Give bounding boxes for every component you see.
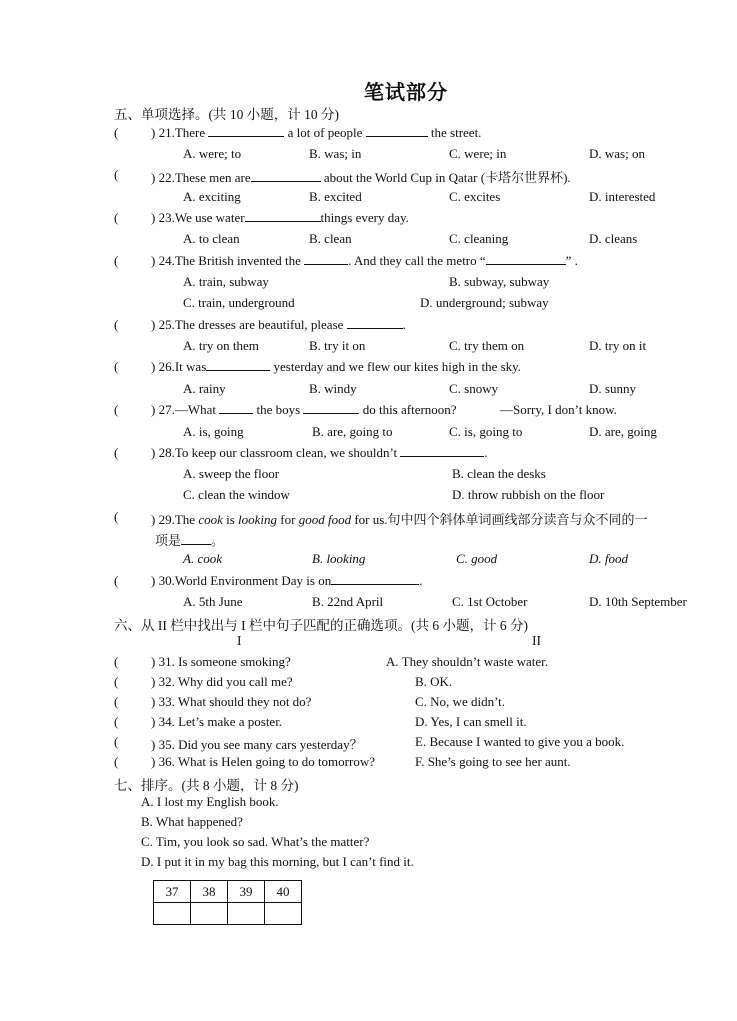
question-number: ) 36. xyxy=(151,754,175,769)
answer-cell[interactable] xyxy=(191,903,228,925)
answer-blank[interactable] xyxy=(400,445,484,457)
option-b[interactable]: B. looking xyxy=(312,551,366,566)
question-number: ) 29. xyxy=(151,512,175,527)
match-option: F. She’s going to see her aunt. xyxy=(415,754,571,769)
answer-paren: ( xyxy=(114,125,119,140)
option-b[interactable]: B. windy xyxy=(309,381,357,396)
question-text: is xyxy=(222,512,239,527)
option-a[interactable]: A. rainy xyxy=(183,381,226,396)
question-text: Did you see many cars yesterday？ xyxy=(178,737,363,752)
option-c[interactable]: C. 1st October xyxy=(452,594,528,609)
question-text: World Environment Day is on xyxy=(174,573,332,588)
question-text: for xyxy=(277,512,299,527)
section-five-heading: 五、单项选择。(共 10 小题，计 10 分) xyxy=(114,107,339,122)
answer-paren: ( xyxy=(114,573,119,588)
option-d[interactable]: D. food xyxy=(589,551,628,566)
italic-word: looking xyxy=(238,512,278,527)
column-two-header: II xyxy=(532,633,541,648)
question-text: To keep our classroom clean, we shouldn’t xyxy=(174,445,401,460)
question-text: the street. xyxy=(427,125,482,140)
option-d[interactable]: D. interested xyxy=(589,189,656,204)
answer-blank[interactable] xyxy=(208,125,284,137)
option-d[interactable]: D. are, going xyxy=(589,424,657,439)
question-23 xyxy=(151,210,409,226)
option-b[interactable]: B. was; in xyxy=(309,146,362,161)
option-b[interactable]: B. clean xyxy=(309,231,352,246)
question-21 xyxy=(151,125,481,141)
match-question xyxy=(151,714,282,730)
option-a[interactable]: A. 5th June xyxy=(183,594,243,609)
question-number: ) 35. xyxy=(151,737,175,752)
question-27 xyxy=(151,402,457,418)
match-question xyxy=(151,654,291,670)
question-text: 。 xyxy=(211,533,225,548)
option-c[interactable]: C. try them on xyxy=(449,338,525,353)
match-question xyxy=(151,694,311,710)
option-d[interactable]: D. sunny xyxy=(589,381,636,396)
match-option: A. They shouldn’t waste water. xyxy=(386,654,548,669)
question-number: ) 34. xyxy=(151,714,175,729)
question-number: ) 24. xyxy=(151,253,175,268)
sentence-a: A. I lost my English book. xyxy=(141,794,279,809)
answer-paren: ( xyxy=(114,253,119,268)
question-29-line2 xyxy=(155,530,224,549)
answer-paren: ( xyxy=(114,714,119,729)
option-d[interactable]: D. was; on xyxy=(589,146,645,161)
question-text: . And they call the metro “ xyxy=(348,253,486,268)
question-text: for us. xyxy=(351,512,388,527)
option-a[interactable]: A. is, going xyxy=(183,424,244,439)
question-text: ” . xyxy=(565,253,578,268)
question-text: What should they not do? xyxy=(177,694,312,709)
section-seven-heading: 七、排序。(共 8 小题，计 8 分) xyxy=(114,778,299,793)
option-b[interactable]: B. are, going to xyxy=(312,424,393,439)
answer-paren: ( xyxy=(114,509,119,524)
option-d[interactable]: D. underground; subway xyxy=(420,295,549,310)
option-a[interactable]: A. sweep the floor xyxy=(183,466,280,481)
question-number: ) 21. xyxy=(151,125,175,140)
question-text: about the World Cup in Qatar (卡塔尔世界杯). xyxy=(320,170,571,185)
question-number: ) 25. xyxy=(151,317,175,332)
option-b[interactable]: B. try it on xyxy=(309,338,366,353)
question-number: ) 27. xyxy=(151,402,175,417)
match-question xyxy=(151,734,363,753)
question-text: do this afternoon? xyxy=(359,402,457,417)
question-text: 项是 xyxy=(155,533,182,548)
question-30 xyxy=(151,573,422,589)
question-text: The xyxy=(174,512,199,527)
option-a[interactable]: A. exciting xyxy=(183,189,241,204)
answer-blank[interactable] xyxy=(303,402,359,414)
question-text: 句中四个斜体单词画线部分读音与众不同的一 xyxy=(387,512,648,527)
option-a[interactable]: A. try on them xyxy=(183,338,259,353)
answer-paren: ( xyxy=(114,317,119,332)
question-text: Is someone smoking? xyxy=(178,654,291,669)
answer-blank[interactable] xyxy=(181,533,211,545)
answer-paren: ( xyxy=(114,674,119,689)
sentence-b: B. What happened? xyxy=(141,814,243,829)
section-six-heading: 六、从 II 栏中找出与 I 栏中句子匹配的正确选项。(共 6 小题，计 6 分) xyxy=(114,618,528,633)
table-header: 38 xyxy=(191,881,228,903)
question-number: ) 31. xyxy=(151,654,175,669)
question-text: These men are xyxy=(174,170,251,185)
table-header: 40 xyxy=(265,881,302,903)
option-c[interactable]: C. cleaning xyxy=(449,231,509,246)
question-27-reply: —Sorry, I don’t know. xyxy=(500,402,617,417)
answer-paren: ( xyxy=(114,402,119,417)
match-option: C. No, we didn’t. xyxy=(415,694,506,709)
answer-paren: ( xyxy=(114,359,119,374)
match-option: E. Because I wanted to give you a book. xyxy=(415,734,625,749)
option-c[interactable]: C. clean the window xyxy=(183,487,290,502)
question-25 xyxy=(151,317,406,333)
question-text: . xyxy=(484,445,488,460)
question-26 xyxy=(151,359,521,375)
order-answer-table xyxy=(153,880,302,925)
option-c[interactable]: C. is, going to xyxy=(449,424,523,439)
option-b[interactable]: B. excited xyxy=(309,189,362,204)
option-a[interactable]: A. were; to xyxy=(183,146,242,161)
question-text: The dresses are beautiful, please xyxy=(174,317,347,332)
answer-blank[interactable] xyxy=(486,253,566,265)
question-text: . xyxy=(402,317,406,332)
question-number: ) 28. xyxy=(151,445,175,460)
answer-paren: ( xyxy=(114,167,119,182)
question-28 xyxy=(151,445,488,461)
question-number: ) 26. xyxy=(151,359,175,374)
italic-word: good food xyxy=(298,512,352,527)
answer-blank[interactable] xyxy=(304,253,348,265)
option-a[interactable]: A. train, subway xyxy=(183,274,269,289)
question-text: . xyxy=(419,573,423,588)
answer-paren: ( xyxy=(114,734,119,749)
answer-paren: ( xyxy=(114,754,119,769)
question-text: Why did you call me? xyxy=(177,674,293,689)
option-b[interactable]: B. subway, subway xyxy=(449,274,550,289)
sentence-c: C. Tim, you look so sad. What’s the matter? xyxy=(141,834,370,849)
question-24 xyxy=(151,253,578,269)
answer-cell[interactable] xyxy=(154,903,191,925)
answer-paren: ( xyxy=(114,445,119,460)
question-number: ) 30. xyxy=(151,573,175,588)
option-b[interactable]: B. 22nd April xyxy=(312,594,384,609)
question-text: We use water xyxy=(174,210,245,225)
match-option: B. OK. xyxy=(415,674,453,689)
question-text: The British invented the xyxy=(174,253,305,268)
question-22 xyxy=(151,167,571,186)
question-number: ) 23. xyxy=(151,210,175,225)
option-c[interactable]: C. excites xyxy=(449,189,501,204)
option-d[interactable]: D. 10th September xyxy=(589,594,687,609)
match-question xyxy=(151,674,293,690)
question-text: yesterday and we flew our kites high in the sky. xyxy=(270,359,522,374)
answer-blank[interactable] xyxy=(206,359,270,371)
question-text: There xyxy=(174,125,209,140)
answer-paren: ( xyxy=(114,694,119,709)
question-text: the boys xyxy=(253,402,304,417)
answer-blank[interactable] xyxy=(245,210,321,222)
question-text: things every day. xyxy=(320,210,409,225)
match-question xyxy=(151,754,375,770)
answer-blank[interactable] xyxy=(251,170,321,182)
column-one-header: I xyxy=(237,633,242,648)
table-header: 37 xyxy=(154,881,191,903)
table-header: 39 xyxy=(228,881,265,903)
option-c[interactable]: C. snowy xyxy=(449,381,499,396)
answer-blank[interactable] xyxy=(219,402,253,414)
option-c[interactable]: C. good xyxy=(456,551,498,566)
option-a[interactable]: A. to clean xyxy=(183,231,240,246)
match-option: D. Yes, I can smell it. xyxy=(415,714,527,729)
answer-cell[interactable] xyxy=(228,903,265,925)
answer-cell[interactable] xyxy=(265,903,302,925)
question-text: Let’s make a poster. xyxy=(178,714,283,729)
question-29 xyxy=(151,509,648,528)
answer-blank[interactable] xyxy=(331,573,419,585)
option-c[interactable]: C. were; in xyxy=(449,146,507,161)
question-text: It was xyxy=(174,359,207,374)
answer-blank[interactable] xyxy=(366,125,428,137)
option-a[interactable]: A. cook xyxy=(183,551,222,566)
option-d[interactable]: D. cleans xyxy=(589,231,638,246)
answer-blank[interactable] xyxy=(347,317,403,329)
answer-paren: ( xyxy=(114,654,119,669)
question-number: ) 32. xyxy=(151,674,175,689)
italic-word: cook xyxy=(198,512,223,527)
question-text: —What xyxy=(174,402,220,417)
option-c[interactable]: C. train, underground xyxy=(183,295,295,310)
option-d[interactable]: D. throw rubbish on the floor xyxy=(452,487,605,502)
question-number: ) 33. xyxy=(151,694,175,709)
option-b[interactable]: B. clean the desks xyxy=(452,466,546,481)
question-text: What is Helen going to do tomorrow? xyxy=(177,754,375,769)
sentence-d: D. I put it in my bag this morning, but I can’t find it. xyxy=(141,854,414,869)
option-d[interactable]: D. try on it xyxy=(589,338,647,353)
page-title: 笔试部分 xyxy=(364,82,448,104)
question-number: ) 22. xyxy=(151,170,175,185)
question-text: a lot of people xyxy=(284,125,366,140)
answer-paren: ( xyxy=(114,210,119,225)
